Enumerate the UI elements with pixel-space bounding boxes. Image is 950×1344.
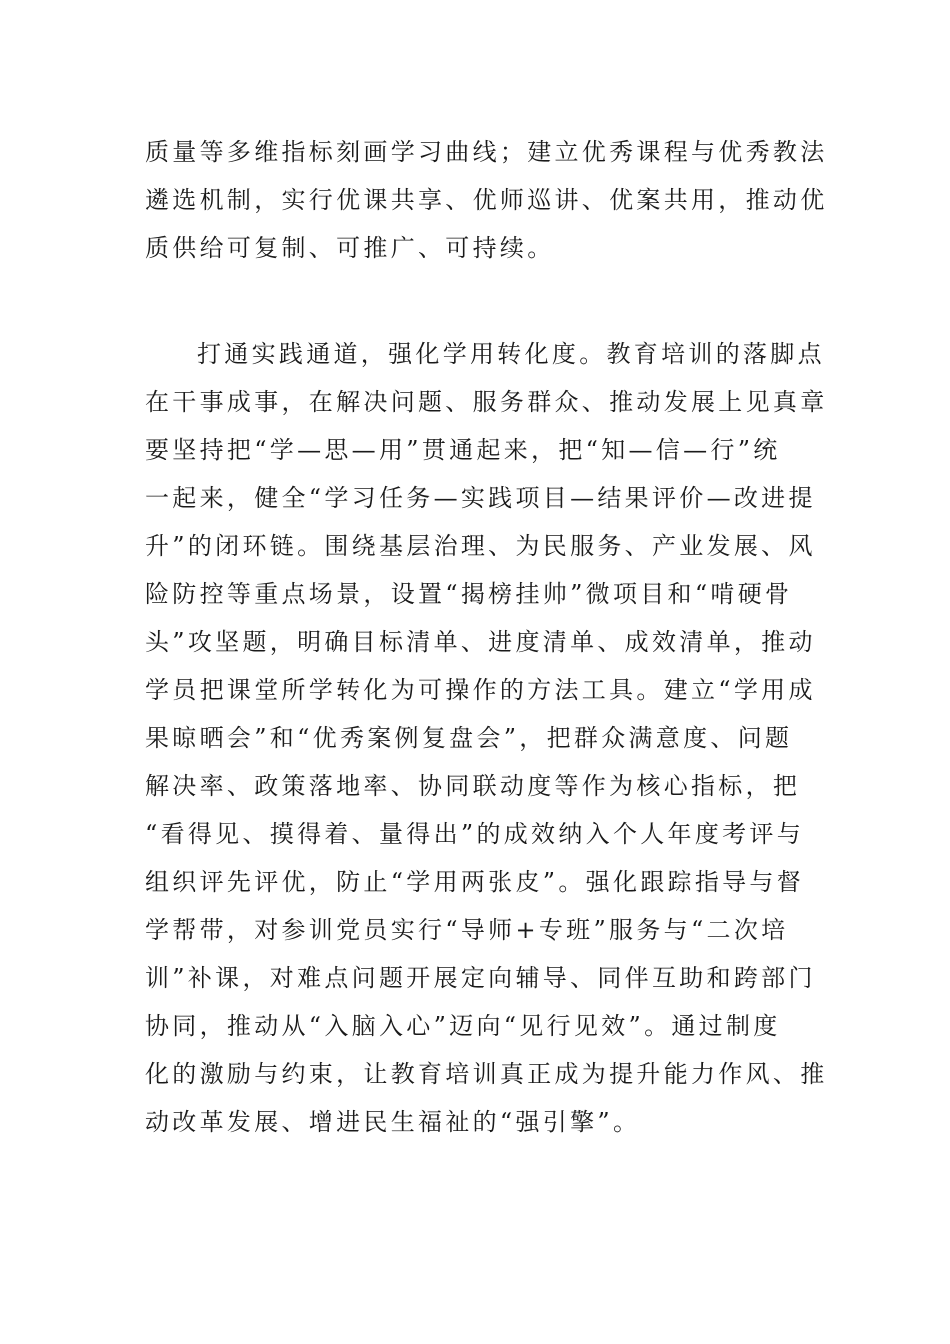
text-line: 协同，推动从“入脑入心”迈向“见行见效”。通过制度 [145, 1012, 781, 1040]
text-line: 质供给可复制、可推广、可持续。 [145, 234, 555, 262]
text-line: 解决率、政策落地率、协同联动度等作为核心指标，把 [145, 772, 801, 800]
paragraph-continued [145, 128, 828, 272]
text-line: 果晾晒会”和“优秀案例复盘会”，把群众满意度、问题 [145, 724, 793, 752]
text-line: 头”攻坚题，明确目标清单、进度清单、成效清单，推动 [145, 628, 816, 656]
text-line: 遴选机制，实行优课共享、优师巡讲、优案共用，推动优 [145, 186, 828, 214]
text-line: “看得见、摸得着、量得出”的成效纳入个人年度考评与 [145, 820, 805, 848]
text-line: 险防控等重点场景，设置“揭榜挂帅”微项目和“啃硬骨 [145, 580, 793, 608]
text-line: 组织评先评优，防止“学用两张皮”。强化跟踪指导与督 [145, 868, 805, 896]
text-line-first: 打通实践通道，强化学用转化度。教育培训的落脚点 [197, 340, 825, 368]
text-line: 学帮带，对参训党员实行“导师+专班”服务与“二次培 [145, 916, 789, 944]
text-line: 学员把课堂所学转化为可操作的方法工具。建立“学用成 [145, 676, 816, 704]
text-line: 升”的闭环链。围绕基层治理、为民服务、产业发展、风 [145, 532, 816, 560]
text-line: 动改革发展、增进民生福祉的“强引擎”。 [145, 1108, 641, 1136]
text-line: 要坚持把“学—思—用”贯通起来，把“知—信—行”统 [145, 436, 781, 464]
text-line: 一起来，健全“学习任务—实践项目—结果评价—改进提 [145, 484, 816, 512]
text-line: 在干事成事，在解决问题、服务群众、推动发展上见真章 [145, 388, 828, 416]
text-line: 训”补课，对难点问题开展定向辅导、同伴互助和跨部门 [145, 964, 816, 992]
text-line: 质量等多维指标刻画学习曲线；建立优秀课程与优秀教法 [145, 138, 828, 166]
text-line: 化的激励与约束，让教育培训真正成为提升能力作风、推 [145, 1060, 828, 1088]
paragraph-practice-channel [145, 330, 828, 1146]
